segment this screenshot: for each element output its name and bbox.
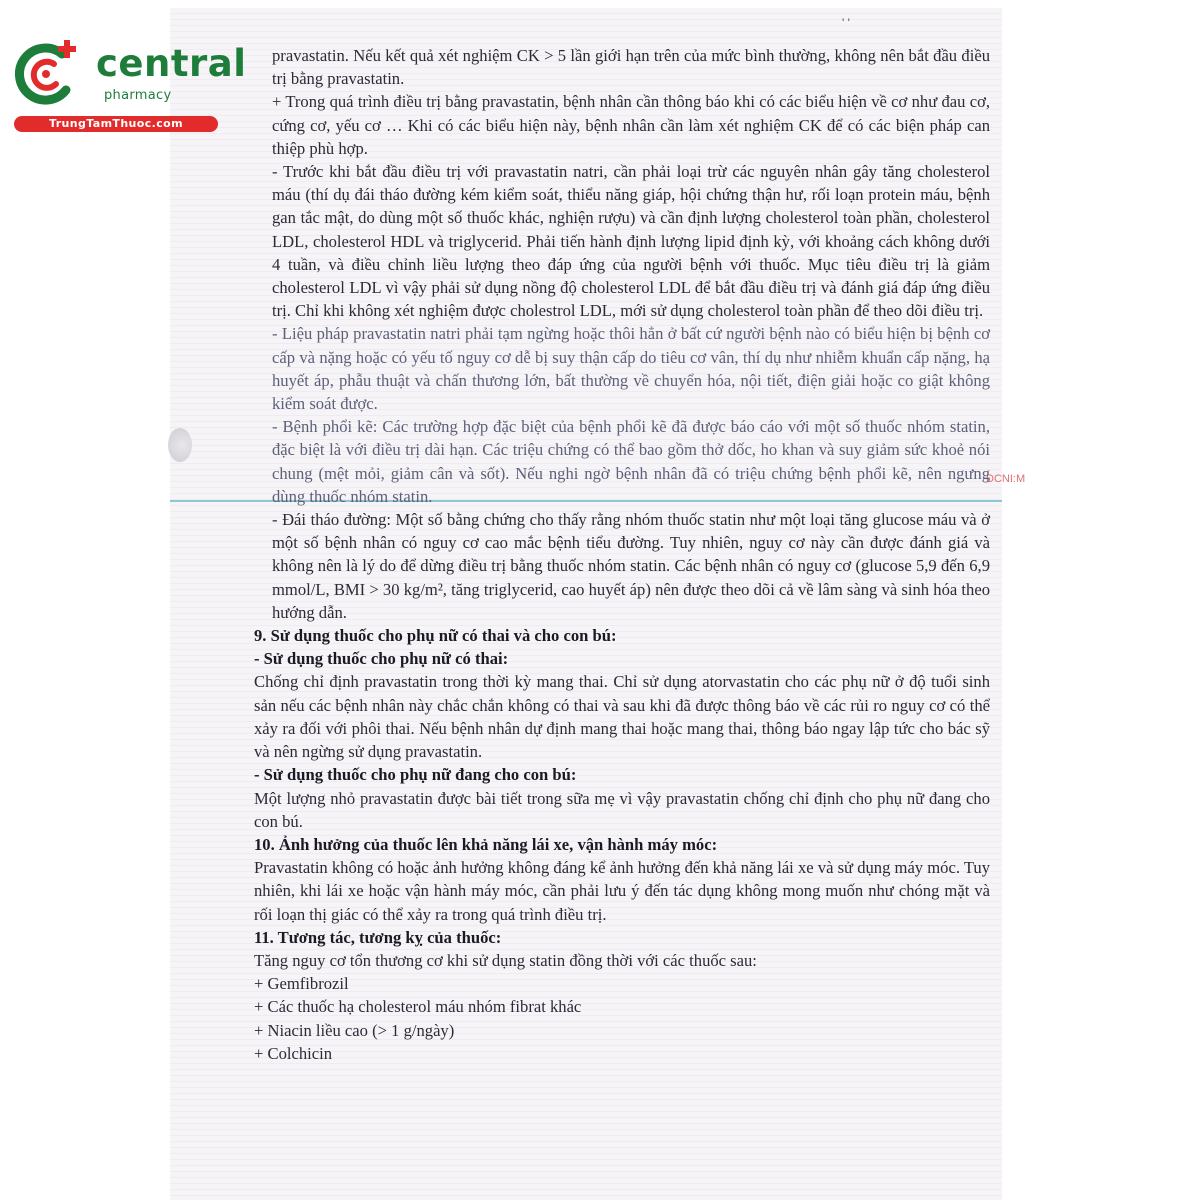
paragraph: - Đái tháo đường: Một số bằng chứng cho thấy rằng nhóm thuốc statin như một loại tăng glucose máu và ở một số bệnh nhân có nguy cơ cao mắc bệnh tiểu đường. Tuy nhiên, nguy cơ này cần được đánh giá và không nên là lý do để dừng điều trị bằng thuốc nhóm statin. Các bệnh nhân có nguy cơ (glucose 5,9 đến 6,9 mmol/L, BMI > 30 kg/m², tăng triglycerid, cao huyết áp) nên được theo dõi cả về lâm sàng và sinh hóa theo hướng dẫn. bbox=[272, 510, 990, 622]
subsection-heading: - Sử dụng thuốc cho phụ nữ có thai: bbox=[254, 649, 509, 669]
list-item: + Colchicin bbox=[254, 1043, 333, 1063]
paragraph: - Bệnh phổi kẽ: Các trường hợp đặc biệt của bệnh phổi kẽ đã được báo cáo với một số thuốc nhóm statin, đặc biệt là với điều trị dài hạn. Các triệu chứng có thể bao gồm thở dốc, ho khan và suy giảm sức khoẻ nói chung (mệt mỏi, giảm cân và sốt). Nếu nghi ngờ bệnh nhân đã có triệu chứng bệnh phổi kẽ, nên ngưng dùng thuốc nhóm statin. bbox=[272, 417, 990, 506]
paragraph: - Trước khi bắt đầu điều trị với pravastatin natri, cần phải loại trừ các nguyên nhân gây tăng cholesterol máu (thí dụ đái tháo đường kém kiểm soát, thiểu năng giáp, hội chứng thận hư, rối loạn protein máu, bệnh gan tắc mật, do dùng một số thuốc khác, nghiện rượu) và cần định lượng cholesterol toàn phần, cholesterol LDL, cholesterol HDL và triglycerid. Phải tiến hành định lượng lipid định kỳ, với khoảng cách không dưới 4 tuần, và điều chỉnh liều lượng theo đáp ứng của người bệnh với thuốc. Mục tiêu điều trị là giảm cholesterol LDL vì vậy phải sử dụng nồng độ cholesterol LDL để bắt đầu điều trị và đánh giá đáp ứng điều trị. Chỉ khi không xét nghiệm được cholestrol LDL, mới sử dụng cholesterol toàn phần để theo dõi điều trị. bbox=[272, 162, 990, 321]
punch-hole bbox=[168, 428, 192, 462]
paragraph: Chống chỉ định pravastatin trong thời kỳ mang thai. Chỉ sử dụng atorvastatin cho các phụ nữ ở độ tuổi sinh sản nếu các bệnh nhân này chắc chắn không có thai và sau khi đã được thông báo về các rủi ro nguy cơ có thể xảy ra đối với phôi thai. Nếu bệnh nhân dự định mang thai hoặc mang thai, thông báo ngay lập tức cho bác sỹ và nên ngừng sử dụng pravastatin. bbox=[254, 672, 990, 762]
paragraph: - Liệu pháp pravastatin natri phải tạm ngừng hoặc thôi hẳn ở bất cứ người bệnh nào có biểu hiện bị bệnh cơ cấp và nặng hoặc có yếu tố nguy cơ dễ bị suy thận cấp do tiêu cơ vân, thí dụ như nhiễm khuẩn cấp nặng, hạ huyết áp, phẫu thuật và chấn thương lớn, bất thường về chuyển hóa, nội tiết, điện giải hoặc co giật không kiểm soát được. bbox=[272, 324, 990, 414]
section-heading: 10. Ảnh hưởng của thuốc lên khả năng lái xe, vận hành máy móc: bbox=[254, 834, 718, 854]
stamp-fragment: ĐCNI:M bbox=[986, 473, 1026, 485]
brand-sub: pharmacy bbox=[104, 88, 172, 103]
central-pharmacy-logo bbox=[10, 36, 247, 136]
brand-site-banner: TrungTamThuoc.com bbox=[14, 116, 218, 132]
paragraph: + Trong quá trình điều trị bằng pravastatin, bệnh nhân cần thông báo khi có các biểu hiện về cơ như đau cơ, cứng cơ, yếu cơ … Khi có các biểu hiện này, bệnh nhân cần làm xét nghiệm CK để có các biện pháp can thiệp phù hợp. bbox=[272, 92, 990, 158]
section-heading: 11. Tương tác, tương kỵ của thuốc: bbox=[254, 927, 502, 947]
document-body bbox=[254, 44, 990, 1065]
section-heading: 9. Sử dụng thuốc cho phụ nữ có thai và cho con bú: bbox=[254, 626, 617, 646]
list-item: + Gemfibrozil bbox=[254, 974, 349, 994]
paragraph: Pravastatin không có hoặc ảnh hưởng không đáng kể ảnh hưởng đến khả năng lái xe và sử dụng máy móc. Tuy nhiên, khi lái xe hoặc vận hành máy móc, cần phải lưu ý đến tác dụng không mong muốn như chóng mặt và rối loạn thị giác có thể xảy ra trong quá trình điều trị. bbox=[254, 858, 990, 924]
paragraph: Một lượng nhỏ pravastatin được bài tiết trong sữa mẹ vì vậy pravastatin chống chỉ định cho phụ nữ đang cho con bú. bbox=[254, 788, 990, 831]
pharmacy-logo-icon bbox=[10, 38, 82, 110]
brand-name: central bbox=[96, 42, 247, 85]
paragraph: Tăng nguy cơ tổn thương cơ khi sử dụng statin đồng thời với các thuốc sau: bbox=[254, 950, 757, 970]
paragraph: pravastatin. Nếu kết quả xét nghiệm CK > 5 lần giới hạn trên của mức bình thường, không nên bắt đầu điều trị bằng pravastatin. bbox=[272, 46, 990, 89]
subsection-heading: - Sử dụng thuốc cho phụ nữ đang cho con bú: bbox=[254, 765, 577, 785]
list-item: + Các thuốc hạ cholesterol máu nhóm fibrat khác bbox=[254, 997, 582, 1017]
corner-mark: ' ' bbox=[842, 16, 850, 30]
list-item: + Niacin liều cao (> 1 g/ngày) bbox=[254, 1020, 455, 1040]
